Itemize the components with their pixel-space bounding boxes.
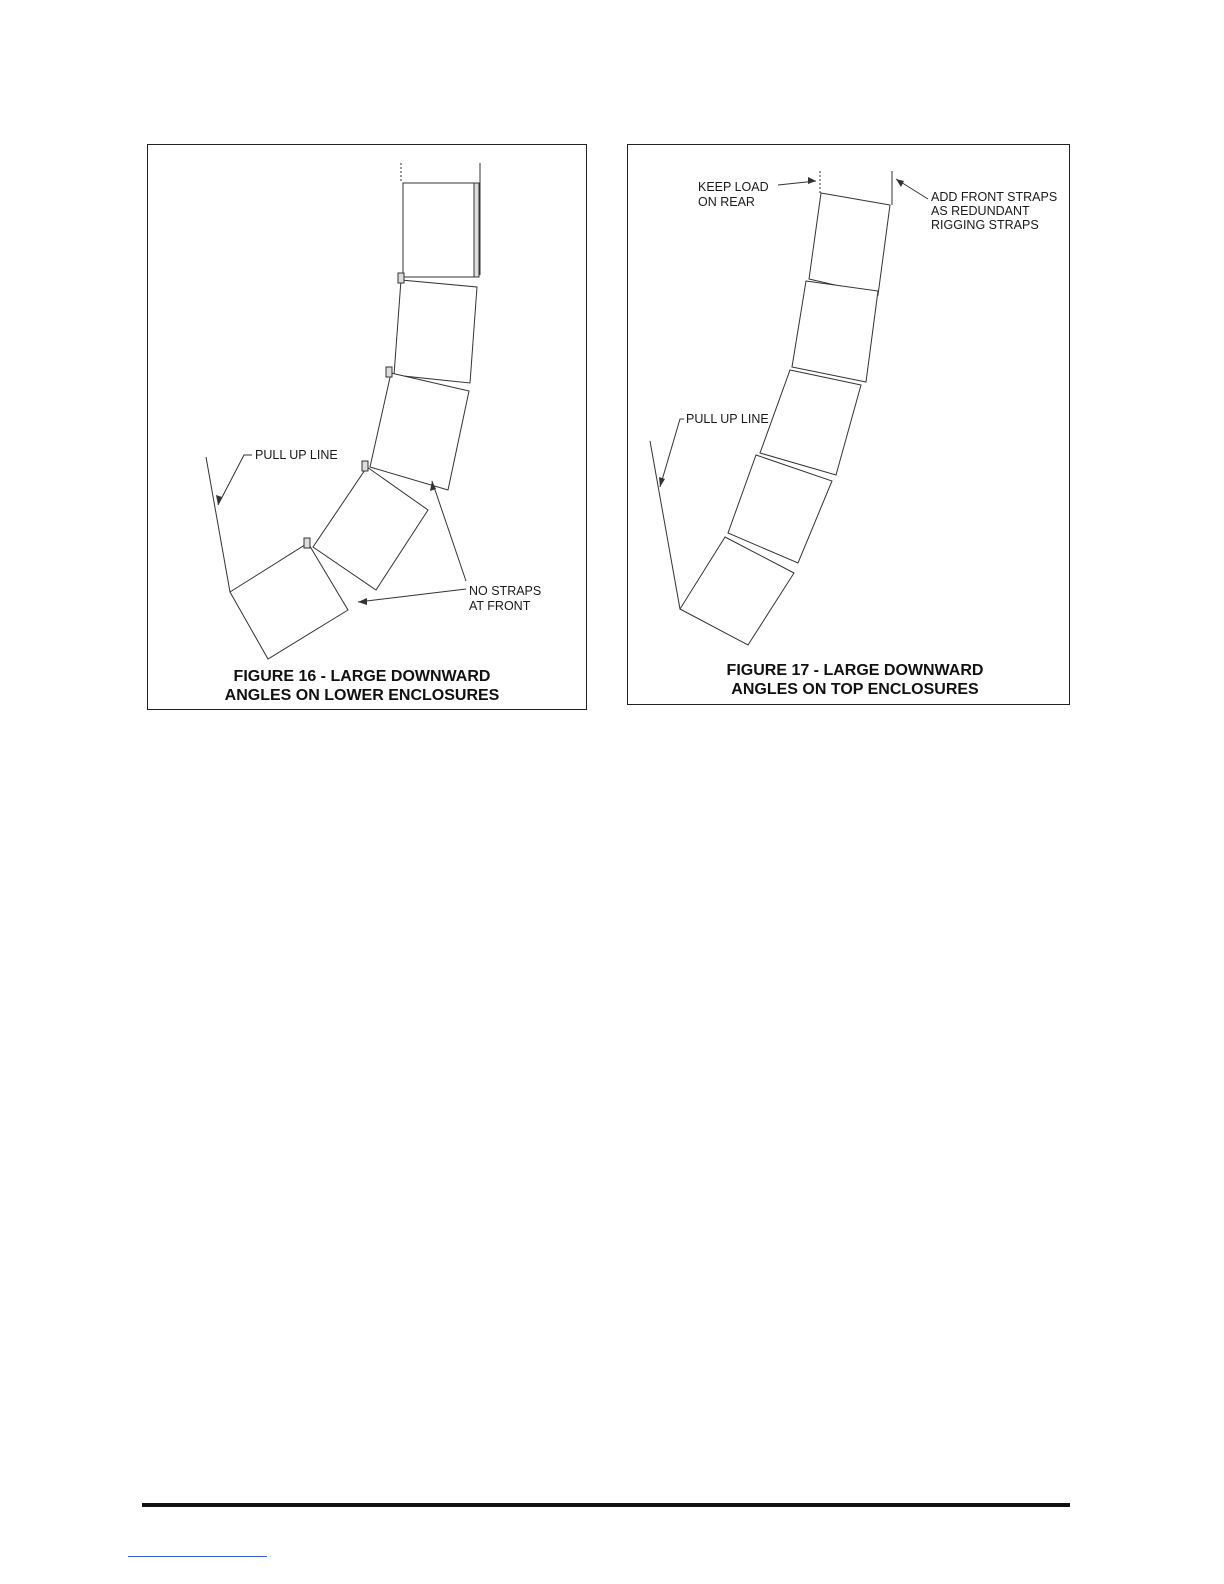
enclosure-5 xyxy=(230,543,348,659)
no-straps-label-1: NO STRAPS xyxy=(469,584,542,598)
figure-17-drawing xyxy=(628,145,1071,706)
enclosure-3-bracket xyxy=(386,367,392,377)
enclosure-3 xyxy=(760,370,861,475)
enclosure-2-bracket xyxy=(398,273,404,283)
add-straps-arrow xyxy=(896,179,904,187)
figure-16-drawing xyxy=(148,145,588,711)
pull-up-line xyxy=(650,441,680,609)
pull-up-line xyxy=(206,457,230,592)
figure-16-panel xyxy=(147,144,587,710)
add-straps-label-3: RIGGING STRAPS xyxy=(931,218,1039,232)
no-straps-leader-2 xyxy=(358,589,466,602)
enclosure-1 xyxy=(809,193,890,295)
pull-up-arrow xyxy=(659,477,665,487)
keep-load-arrow xyxy=(808,177,816,184)
enclosure-2 xyxy=(394,280,477,383)
no-straps-leader-1 xyxy=(432,481,466,581)
pull-up-leader xyxy=(660,419,684,487)
keep-load-label-1: KEEP LOAD xyxy=(698,180,769,194)
pull-up-label: PULL UP LINE xyxy=(686,412,769,426)
figure-16-caption-line-1: FIGURE 16 - LARGE DOWNWARD xyxy=(233,668,491,685)
footer-link-underline[interactable] xyxy=(128,1556,267,1557)
add-straps-label-2: AS REDUNDANT xyxy=(931,204,1030,218)
pull-up-label: PULL UP LINE xyxy=(255,448,338,462)
enclosure-2 xyxy=(792,281,878,382)
add-straps-label-1: ADD FRONT STRAPS xyxy=(931,190,1058,204)
page-bottom-rule xyxy=(142,1503,1070,1507)
figure-17-caption-line-2: ANGLES ON TOP ENCLOSURES xyxy=(731,681,979,698)
enclosure-1 xyxy=(403,183,476,277)
enclosure-4-bracket xyxy=(362,461,368,471)
enclosure-1-grille xyxy=(474,183,479,277)
figure-17-caption-line-1: FIGURE 17 - LARGE DOWNWARD xyxy=(726,662,984,679)
enclosure-3 xyxy=(370,373,469,490)
no-straps-arrow-2 xyxy=(358,598,367,605)
enclosure-5-bracket xyxy=(304,538,310,548)
enclosure-4 xyxy=(313,467,428,590)
keep-load-label-2: ON REAR xyxy=(698,195,755,209)
figure-17-panel xyxy=(627,144,1070,705)
figure-16-caption-line-2: ANGLES ON LOWER ENCLOSURES xyxy=(224,687,500,704)
no-straps-label-2: AT FRONT xyxy=(469,599,531,613)
pull-up-leader xyxy=(218,455,252,505)
